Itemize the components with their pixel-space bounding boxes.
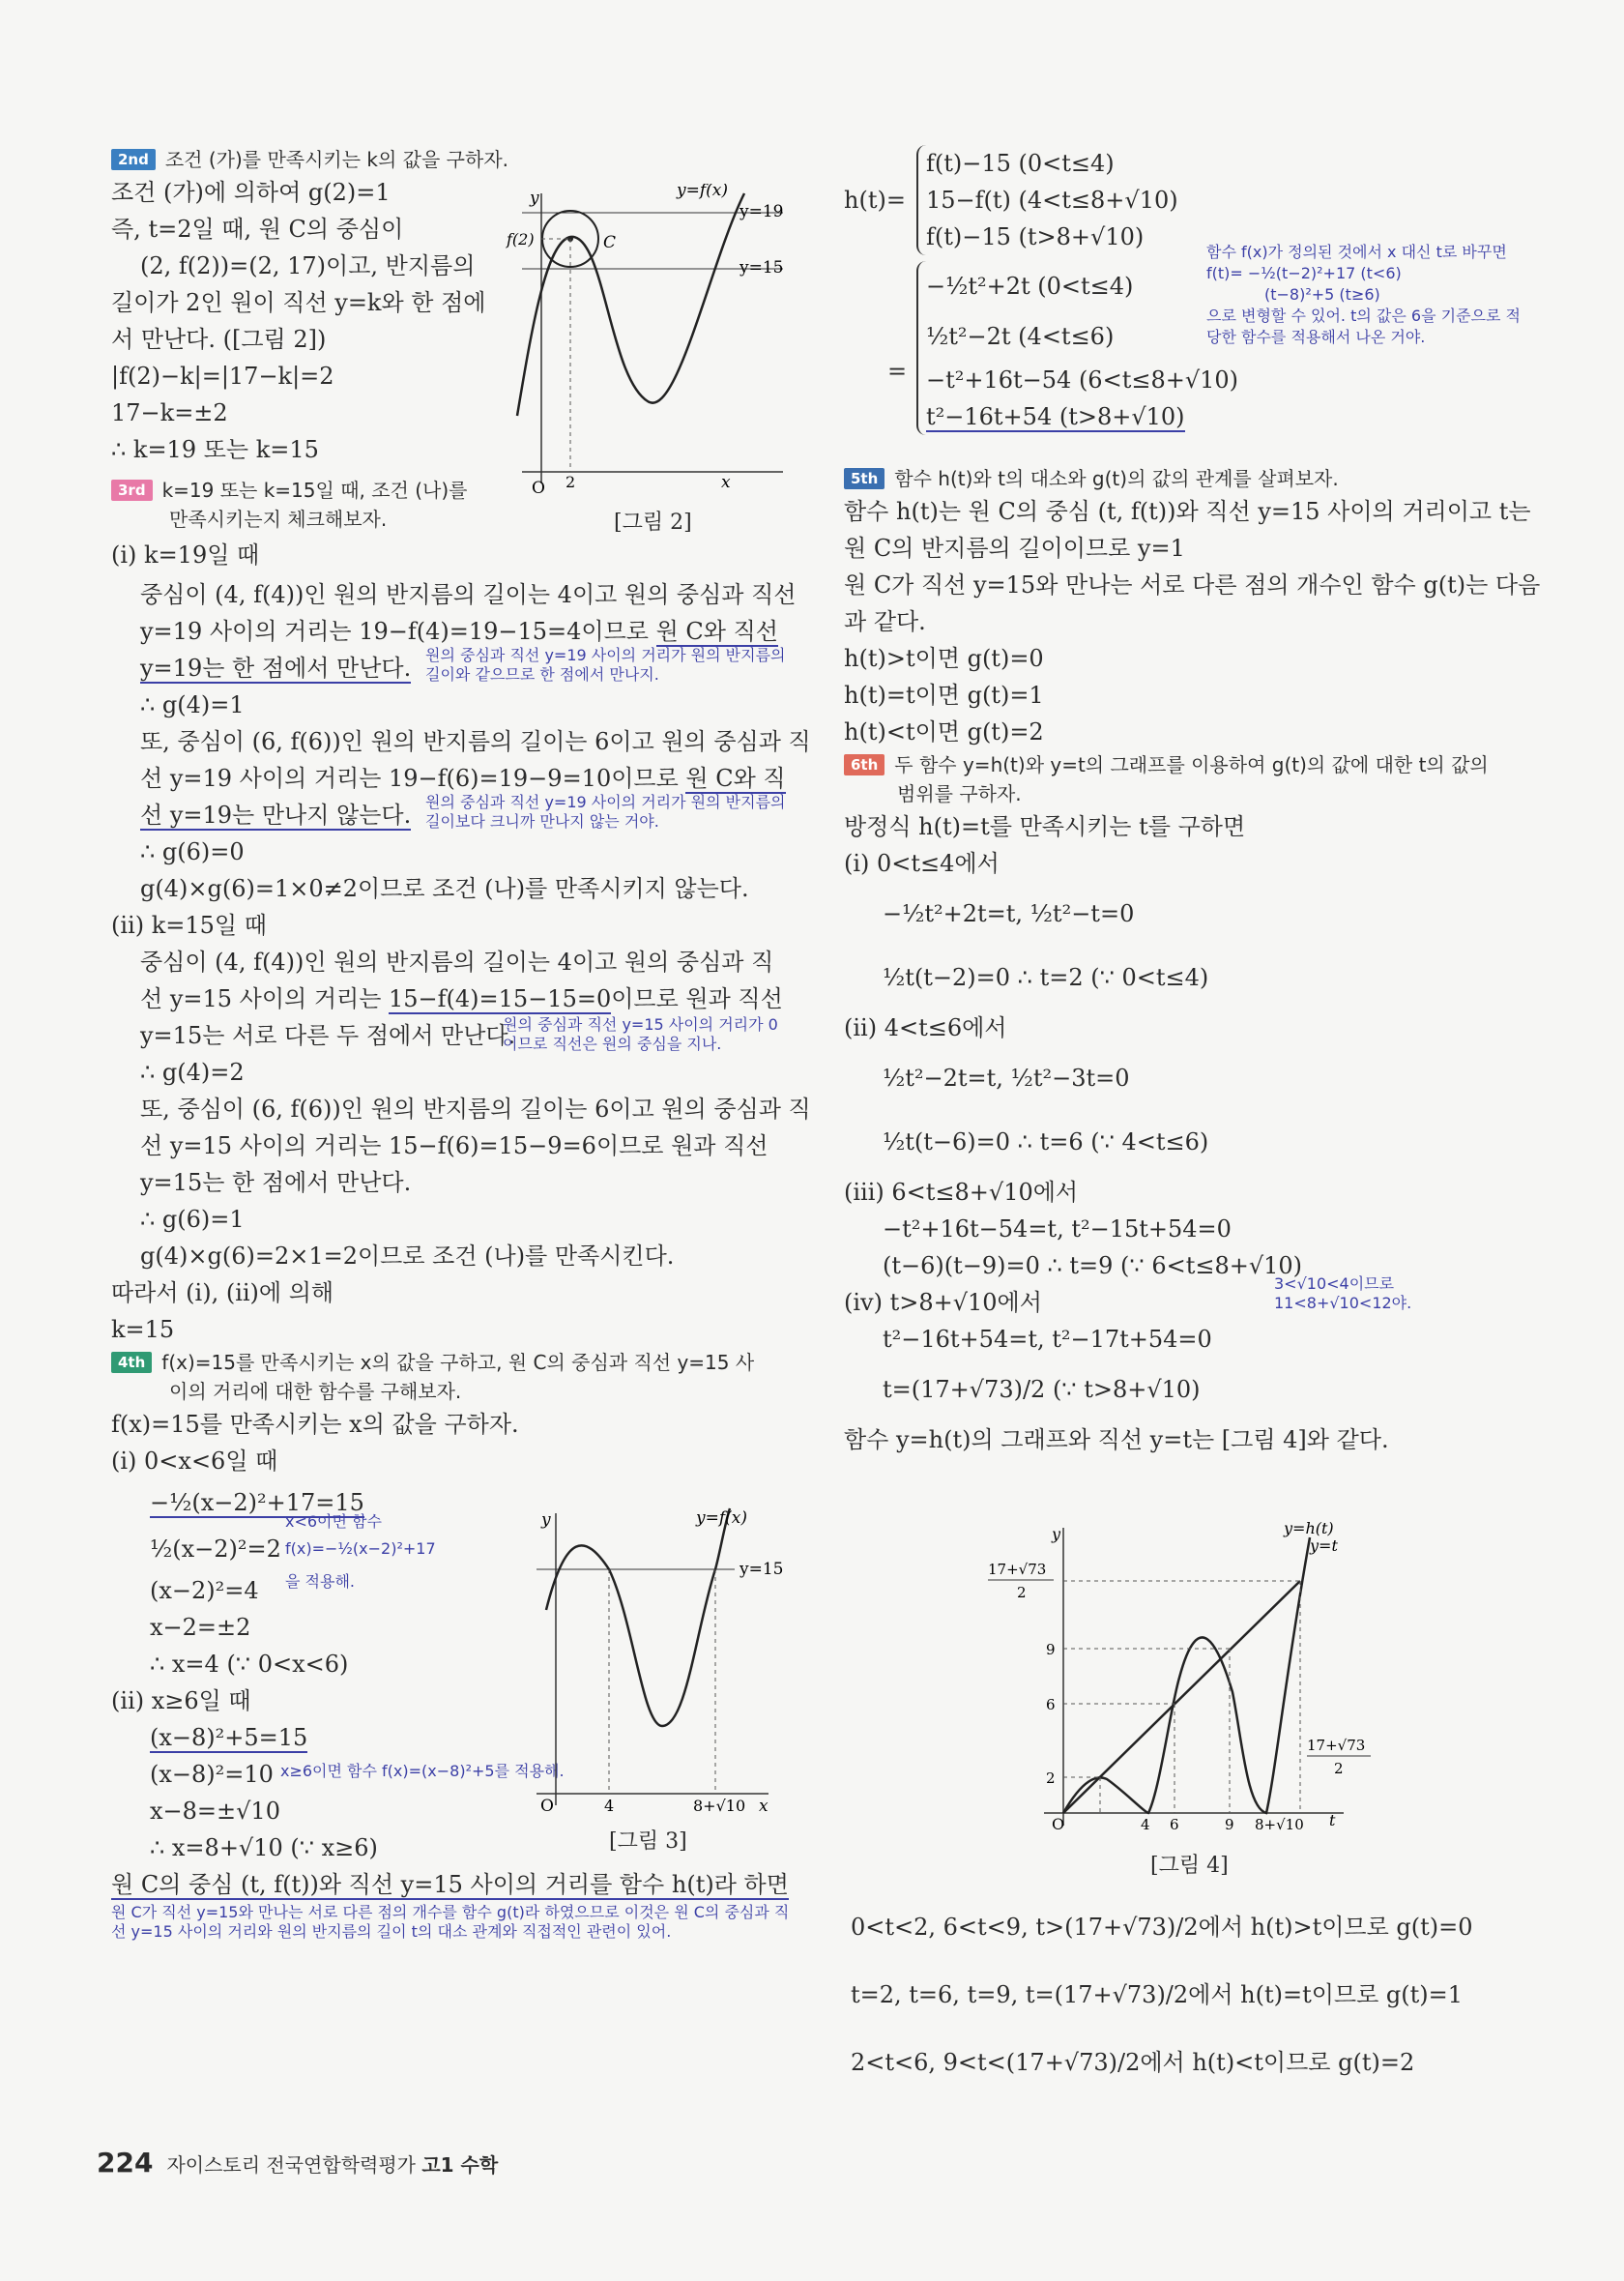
step-6th: 6th 두 함수 y=h(t)와 y=t의 그래프를 이용하여 g(t)의 값에 대한 t의 값의 (844, 750, 1525, 779)
text-line: |f(2)−k|=|17−k|=2 (111, 363, 334, 390)
equation: ∴ x=4 (∵ 0<x<6) (150, 1651, 349, 1678)
figure-3 (527, 1504, 798, 1813)
label-y15: y=15 (740, 258, 784, 278)
step-title: 만족시키는지 체크해보자. (169, 508, 388, 531)
h-case: t²−16t+54 (t>8+√10) (926, 403, 1185, 430)
text-line: 또, 중심이 (6, f(6))인 원의 반지름의 길이는 6이고 원의 중심과 직 (140, 728, 811, 755)
equation: t²−16t+54=t, t²−17t+54=0 (883, 1326, 1212, 1353)
label-y-root73-den: 2 (1017, 1584, 1027, 1601)
text-line: 중심이 (4, f(4))인 원의 반지름의 길이는 4이고 원의 중심과 직 (140, 949, 774, 976)
equation: ½t(t−6)=0 ∴ t=6 (∵ 4<t≤6) (883, 1128, 1209, 1155)
text-line: ∴ g(4)=1 (140, 691, 245, 718)
text-line: 원 C의 중심 (t, f(t))와 직선 y=15 사이의 거리를 함수 h(t)라 하면 (111, 1871, 789, 1898)
text-line: 길이가 2인 원이 직선 y=k와 한 점에 (111, 289, 486, 316)
label-fx: y=f(x) (677, 184, 728, 200)
figure-2 (503, 184, 793, 503)
text-line: ∴ k=19 또는 k=15 (111, 436, 319, 463)
step-2nd: 2nd 조건 (가)를 만족시키는 k의 값을 구하자. (111, 145, 793, 174)
side-note: 원의 중심과 직선 y=19 사이의 거리가 원의 반지름의 길이와 같으므로 한 점에서 만나지. (425, 646, 786, 684)
text-line: 중심이 (4, f(4))인 원의 반지름의 길이는 4이고 원의 중심과 직선 (140, 581, 797, 608)
case-head: (ⅰ) 0<x<6일 때 (111, 1448, 278, 1475)
label-ht: y=h(t) (1284, 1519, 1334, 1537)
label-t: t (1329, 1811, 1336, 1829)
equation: −½t²+2t=t, ½t²−t=0 (883, 900, 1135, 927)
text-line: 또, 중심이 (6, f(6))인 원의 반지름의 길이는 6이고 원의 중심과 직 (140, 1096, 811, 1123)
equation: (t−6)(t−9)=0 ∴ t=9 (∵ 6<t≤8+√10) 3<√10<4이므로 11<8+√10<12야. (883, 1252, 1412, 1312)
conclusion-line: 0<t<2, 6<t<9, t>(17+√73)/2에서 h(t)>t이므로 g(t)=0 (851, 1914, 1473, 1941)
label-c: C (603, 233, 617, 252)
label-o: O (540, 1797, 554, 1813)
side-note: 3<√10<4이므로 11<8+√10<12야. (1274, 1274, 1412, 1312)
case-head: (ⅱ) k=15일 때 (111, 912, 267, 939)
equation: −½(x−2)²+17=15 x<6이면 함수 (150, 1489, 382, 1531)
label-x: x (759, 1797, 768, 1813)
text-line: f(x)=15를 만족시키는 x의 값을 구하자. (111, 1411, 519, 1438)
equation: t=(17+√73)/2 (∵ t>8+√10) (883, 1376, 1201, 1403)
h-case: ½t²−2t (4<t≤6) (926, 323, 1115, 350)
label-f2: f(2) (507, 230, 535, 249)
side-note: 원의 중심과 직선 y=15 사이의 거리가 0 이므로 직선은 원의 중심을 지나. (503, 1015, 778, 1053)
label-x4: 4 (1141, 1816, 1150, 1833)
step-4th: 4th f(x)=15를 만족시키는 x의 값을 구하고, 원 C의 중심과 직선 y=15 사 (111, 1348, 793, 1377)
figure-4 (976, 1518, 1382, 1837)
label-y: y (541, 1510, 551, 1530)
side-note: x<6이면 함수 (285, 1512, 382, 1531)
label-y: y (1052, 1525, 1061, 1543)
step-3rd: 3rd k=19 또는 k=15일 때, 조건 (나)를 (111, 476, 793, 505)
label-y19: y=19 (740, 202, 784, 221)
case-head: (ⅲ) 6<t≤8+√10에서 (844, 1179, 1079, 1206)
label-8root10: 8+√10 (693, 1797, 746, 1813)
case-head: (ⅰ) 0<t≤4에서 (844, 850, 1000, 877)
case-head: (ⅱ) x≥6일 때 (111, 1687, 251, 1714)
equation: (x−8)²=10 x≥6이면 함수 f(x)=(x−8)²+5를 적용해. (150, 1761, 565, 1788)
text-line: 선 y=15 사이의 거리는 15−f(4)=15−15=0이므로 원과 직선 (140, 985, 783, 1012)
text-line: 원 C의 반지름의 길이이므로 y=1 (844, 535, 1185, 562)
label-x8: 8+√10 (1255, 1816, 1304, 1833)
text-line: 과 같다. (844, 608, 926, 635)
side-note: 원 C가 직선 y=15와 만나는 서로 다른 점의 개수를 함수 g(t)라 하였으므로 이것은 원 C의 중심과 직 (111, 1903, 790, 1921)
curve-fx (546, 1508, 730, 1726)
side-note: f(x)=−½(x−2)²+17 (285, 1539, 436, 1558)
text-line: (2, f(2))=(2, 17)이고, 반지름의 (140, 252, 476, 279)
step-5th: 5th 함수 h(t)와 t의 대소와 g(t)의 값의 관계를 살펴보자. (844, 464, 1525, 493)
step-badge: 3rd (111, 480, 153, 501)
label-o: O (1052, 1815, 1065, 1833)
curve-fx (517, 193, 744, 416)
label-y: y (530, 189, 539, 208)
h-definition (844, 145, 1525, 464)
conclusion-line: 2<t<6, 9<t<(17+√73)/2에서 h(t)<t이므로 g(t)=2 (851, 2049, 1415, 2076)
step-title: 이의 거리에 대한 함수를 구해보자. (169, 1380, 462, 1403)
label-x: x (721, 473, 731, 492)
h-case: 15−f(t) (4<t≤8+√10) (926, 187, 1178, 214)
h-case: −½t²+2t (0<t≤4) (926, 273, 1134, 300)
h-cases-1 (916, 145, 1178, 255)
page-number: 224 (97, 2147, 154, 2179)
step-badge: 5th (844, 468, 884, 489)
text-line: h(t)<t이면 g(t)=2 (844, 718, 1044, 746)
equation: (x−2)²=4 을 적용해. (150, 1572, 355, 1604)
h-case: f(t)−15 (t>8+√10) (926, 223, 1145, 250)
h-case: −t²+16t−54 (6<t≤8+√10) (926, 366, 1239, 394)
text-line: ∴ g(4)=2 (140, 1059, 245, 1086)
label-2: 2 (566, 473, 576, 491)
text-line: 즉, t=2일 때, 원 C의 중심이 (111, 216, 404, 243)
text-line: g(4)×g(6)=2×1=2이므로 조건 (나)를 만족시킨다. (140, 1243, 675, 1270)
step-badge: 6th (844, 754, 884, 775)
text-line: k=15 (111, 1316, 175, 1343)
h-case: f(t)−15 (0<t≤4) (926, 150, 1115, 177)
label-x-root73: 17+√73 (1307, 1737, 1366, 1754)
side-note: 을 적용해. (285, 1572, 355, 1591)
label-x6: 6 (1170, 1816, 1179, 1833)
equation: x−8=±√10 (150, 1798, 280, 1825)
curve-ht (1063, 1537, 1310, 1813)
case-head: (ⅳ) t>8+√10에서 (844, 1289, 1042, 1316)
side-note: 함수 f(x)가 정의된 것에서 x 대신 t로 바꾸면 f(t)= −½(t−2)²+17 (t<6) (t−8)²+5 (t≥6) 으로 변형할 수 있어. t의 값은 6을 기준으로 적 당한 함수를 적용해서 나온 거야. (1206, 243, 1521, 346)
label-y9: 9 (1046, 1641, 1056, 1658)
case-head: (ⅱ) 4<t≤6에서 (844, 1014, 1007, 1041)
text-line: 따라서 (ⅰ), (ⅱ)에 의해 (111, 1279, 334, 1306)
label-yt: y=t (1310, 1536, 1338, 1555)
side-note: x≥6이면 함수 f(x)=(x−8)²+5를 적용해. (280, 1762, 565, 1780)
label-y6: 6 (1046, 1696, 1056, 1713)
figure-4-caption: [그림 4] (1150, 1854, 1229, 1878)
text-line: 선 y=19 사이의 거리는 19−f(6)=19−9=10이므로 원 C와 직 (140, 765, 786, 792)
text-line: 원 C가 직선 y=15와 만나는 서로 다른 점의 개수인 함수 g(t)는 다음 (844, 571, 1541, 599)
text-line: 조건 (가)에 의하여 g(2)=1 (111, 179, 391, 206)
label-y2: 2 (1046, 1769, 1056, 1787)
text-line: h(t)>t이면 g(t)=0 (844, 645, 1044, 672)
text-line: y=19 사이의 거리는 19−f(4)=19−15=4이므로 원 C와 직선 (140, 618, 778, 645)
label-x-root73-den: 2 (1334, 1760, 1344, 1777)
label-4: 4 (604, 1797, 615, 1813)
equation: ∴ x=8+√10 (∵ x≥6) (150, 1834, 378, 1861)
side-note: 선 y=15 사이의 거리와 원의 반지름의 길이 t의 대소 관계와 직접적인 관련이 있어. (111, 1922, 672, 1941)
step-badge: 2nd (111, 149, 156, 170)
equation: (x−8)²+5=15 (150, 1724, 308, 1751)
equation: ½t(t−2)=0 ∴ t=2 (∵ 0<t≤4) (883, 964, 1209, 991)
page-footer (97, 2147, 498, 2179)
figure-2-caption: [그림 2] (614, 511, 692, 535)
equation: −t²+16t−54=t, t²−15t+54=0 (883, 1215, 1232, 1243)
equals-sign: = (887, 358, 908, 385)
text-line: ∴ g(6)=0 (140, 838, 245, 865)
h-cases-2 (916, 261, 1238, 435)
text-line: 선 y=19는 만나지 않는다. 원의 중심과 직선 y=19 사이의 거리가 원의 반지름의 길이보다 크니까 만나지 않는 거야. (140, 793, 786, 831)
label-o: O (532, 479, 545, 498)
conclusion-line: t=2, t=6, t=9, t=(17+√73)/2에서 h(t)=t이므로 g(t)=1 (851, 1981, 1464, 2008)
label-y-root73: 17+√73 (988, 1561, 1047, 1578)
label-fx: y=f(x) (696, 1508, 747, 1528)
text-line: h(t)=t이면 g(t)=1 (844, 682, 1044, 709)
book-grade: 고1 수학 (421, 2153, 499, 2177)
step-badge: 4th (111, 1352, 152, 1373)
side-note: 원의 중심과 직선 y=19 사이의 거리가 원의 반지름의 길이보다 크니까 만나지 않는 거야. (425, 793, 786, 831)
text-line: 방정식 h(t)=t를 만족시키는 t를 구하면 (844, 813, 1246, 840)
case-head: (ⅰ) k=19일 때 (111, 541, 260, 569)
text-line: y=15는 한 점에서 만난다. (140, 1169, 412, 1196)
figure-3-caption: [그림 3] (609, 1829, 687, 1854)
text-line: y=15는 서로 다른 두 점에서 만난다. 원의 중심과 직선 y=15 사이의 거리가 0 이므로 직선은 원의 중심을 지나. (140, 1015, 778, 1053)
label-x9: 9 (1225, 1816, 1234, 1833)
text-line: y=19는 한 점에서 만난다. 원의 중심과 직선 y=19 사이의 거리가 원의 반지름의 길이와 같으므로 한 점에서 만나지. (140, 646, 786, 684)
equation: ½(x−2)²=2 f(x)=−½(x−2)²+17 (150, 1535, 436, 1563)
label-y15: y=15 (740, 1560, 784, 1579)
text-line: ∴ g(6)=1 (140, 1206, 245, 1233)
h-label: h(t)= (844, 187, 906, 214)
text-line: 함수 h(t)는 원 C의 중심 (t, f(t))와 직선 y=15 사이의 거리이고 t는 (844, 498, 1531, 525)
text-line: 선 y=15 사이의 거리는 15−f(6)=15−9=6이므로 원과 직선 (140, 1132, 768, 1159)
text-line: 함수 y=h(t)의 그래프와 직선 y=t는 [그림 4]와 같다. (844, 1426, 1389, 1453)
text-line: 서 만난다. ([그림 2]) (111, 326, 327, 353)
equation: x−2=±2 (150, 1614, 251, 1641)
equation: ½t²−2t=t, ½t²−3t=0 (883, 1065, 1130, 1092)
text-line: 17−k=±2 (111, 399, 228, 426)
step-title: 범위를 구하자. (897, 782, 1022, 805)
right-column (844, 145, 1541, 1458)
book-title: 자이스토리 전국연합학력평가 (166, 2153, 422, 2177)
text-line: g(4)×g(6)=1×0≠2이므로 조건 (나)를 만족시키지 않는다. (140, 875, 749, 902)
